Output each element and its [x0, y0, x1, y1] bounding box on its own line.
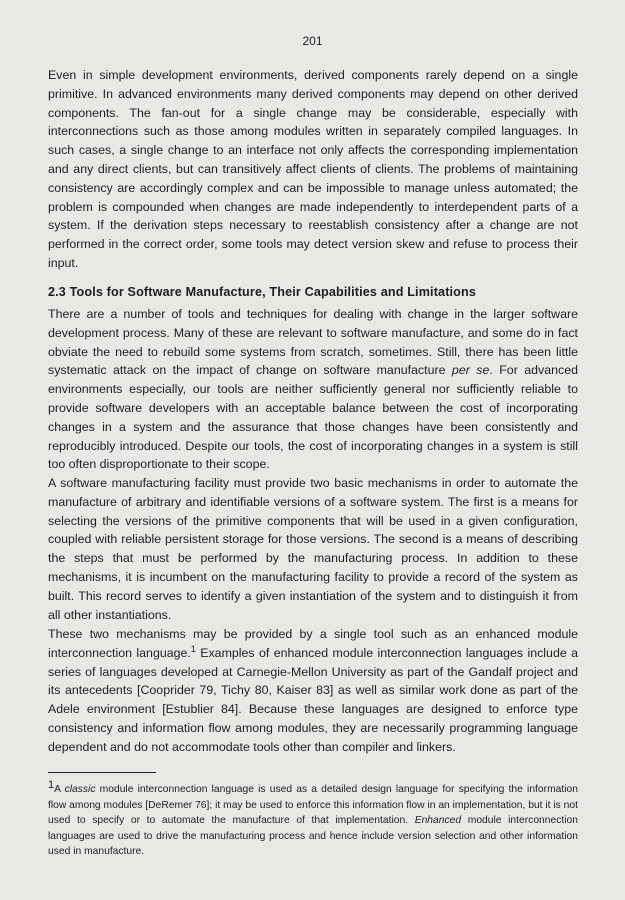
paragraph-1: Even in simple development environments, derived components rarely depend on a single primitive. In advanced environments many derived components may depend on other derived components. The fan-out for a single change may be considerable, especially with interconnections such as those among modules written in separately compiled languages. In such cases, a single change to an interface not only affects the corresponding implementation and any direct clients, but can transitively affect clients of clients. The problems of maintaining consistency are accordingly complex and can be impossible to manage unless automated; the problem is compounded when changes are made independently to interdependent parts of a system. If the derivation steps necessary to reestablish consistency after a change are not performed in the correct order, some tools may detect version skew and refuse to process their input.: [48, 68, 578, 270]
paragraph-2-italic: per se: [451, 363, 490, 378]
footnote-rule: [48, 772, 156, 773]
paragraph-4: [48, 625, 578, 757]
paragraph-3: A software manufacturing facility must provide two basic mechanisms in order to automate the manufacture of arbitrary and identifiable versions of a software system. The first is a means for selecting the versions of the primitive components that will be used in a given configuration, coupled with reliable persistent storage for those versions. The second is a means of describing the steps that must be performed by the manufacturing process. In addition to these mechanisms, it is incumbent on the manufacturing facility to provide a record of the system as built. This record serves to identify a given instantiation of the system and to distinguish it from all other instantiations.: [48, 476, 578, 622]
footnote-italic-classic: classic: [64, 784, 96, 795]
footnote: [48, 779, 578, 860]
footnote-italic-enhanced: Enhanced: [414, 815, 462, 827]
footnote-text-c: module interconnection languages are used to drive the manufacturing process and hence include version selection and other information used in manufacture.: [48, 815, 578, 858]
footnote-reference: 1: [190, 643, 196, 654]
paragraph-2-text-a: There are a number of tools and techniques for dealing with change in the larger software development process. Many of these are relevant to software manufacture, and some do in fact obviate the need to rebuild some systems from scratch, sometimes. Still, there has been little systematic attack on the impact of change on software manufacture: [48, 307, 578, 378]
footnote-text-a: A: [54, 784, 65, 795]
page-number: 201: [302, 34, 323, 48]
footnote-marker: 1: [48, 779, 55, 791]
section-heading: 2.3 Tools for Software Manufacture, Their Capabilities and Limitations: [48, 285, 477, 299]
paragraph-4-text-b: Examples of enhanced module interconnection languages include a series of languages developed at Carnegie-Mellon University as part of the Gandalf project and its antecedents [Cooprider 79, Tichy 80, Kaiser 83] as well as similar work done as part of the Adele environment [Estublier 84]. Because these languages are designed to enforce type consistency and information flow among modules, they are necessarily programming language dependent and do not accommodate tools other than compiler and linkers.: [48, 645, 578, 754]
paragraph-2-text-b: . For advanced environments especially, our tools are neither sufficiently general nor sufficiently reliable to provide software developers with an acceptable balance between the cost of incorporating changes in a system and the assurance that those changes have been consistently and reproducibly introduced. Despite our tools, the cost of incorporating changes in a system is still too often disproportionate to their scope.: [48, 363, 578, 472]
footnote-text-b: module interconnection language is used as a detailed design language for specifying the information flow among modules [DeRemer 76]; it may be used to enforce this information flow in an implementation, but it is not used to specify or to automate the manufacture of that implementation.: [48, 784, 578, 827]
paragraph-2: [48, 305, 578, 474]
paragraph-4-text-a: These two mechanisms may be provided by a single tool such as an enhanced module interconnection language.: [48, 627, 578, 660]
